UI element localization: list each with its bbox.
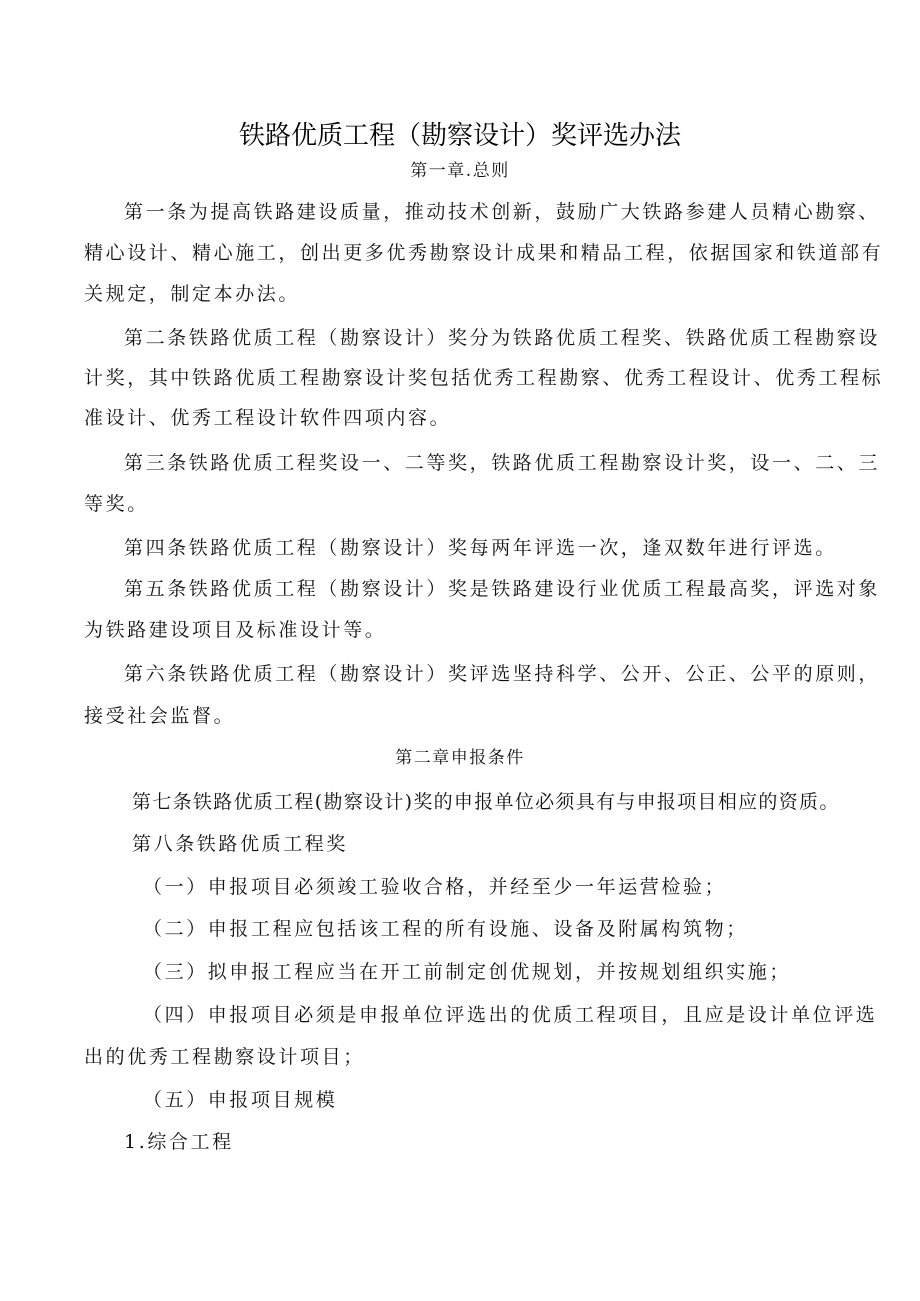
article-8-line-1: 第八条铁路优质工程奖 (132, 833, 349, 855)
item-1: （一）申报项目必须竣工验收合格，并经至少一年运营检验； (143, 876, 727, 898)
item-2: （二）申报工程应包括该工程的所有设施、设备及附属构筑物； (143, 918, 748, 940)
article-3-line-1: 第三条铁路优质工程奖设一、二等奖，铁路优质工程勘察设计奖，设一、二、三 (124, 452, 881, 474)
item-4-line-2: 出的优秀工程勘察设计项目； (84, 1046, 365, 1068)
article-7-line-1: 第七条铁路优质工程(勘察设计)奖的申报单位必须具有与申报项目相应的资质。 (132, 791, 840, 813)
article-5-line-2: 为铁路建设项目及标准设计等。 (84, 619, 387, 641)
chapter-1-heading: 第一章.总则 (410, 161, 510, 181)
article-1-line-3: 关规定，制定本办法。 (84, 283, 301, 305)
document-title: 铁路优质工程（勘察设计）奖评选办法 (238, 121, 681, 151)
article-6-line-1: 第六条铁路优质工程（勘察设计）奖评选坚持科学、公开、公正、公平的原则， (124, 663, 881, 685)
article-2-line-1: 第二条铁路优质工程（勘察设计）奖分为铁路优质工程奖、铁路优质工程勘察设 (124, 327, 881, 349)
article-1-line-2: 精心设计、精心施工，创出更多优秀勘察设计成果和精品工程，依据国家和铁道部有 (84, 242, 884, 264)
sub-item-1: 1.综合工程 (124, 1131, 234, 1153)
article-1-line-1: 第一条为提高铁路建设质量，推动技术创新，鼓励广大铁路参建人员精心勘察、 (124, 201, 881, 223)
chapter-2-heading: 第二章申报条件 (395, 748, 525, 768)
article-5-line-1: 第五条铁路优质工程（勘察设计）奖是铁路建设行业优质工程最高奖，评选对象 (124, 578, 881, 600)
article-2-line-3: 准设计、优秀工程设计软件四项内容。 (84, 407, 452, 429)
item-5: （五）申报项目规模 (143, 1089, 338, 1111)
item-4-line-1: （四）申报项目必须是申报单位评选出的优质工程项目，且应是设计单位评选 (143, 1004, 878, 1026)
item-3: （三）拟申报工程应当在开工前制定创优规划，并按规划组织实施； (143, 961, 792, 983)
article-2-line-2: 计奖，其中铁路优质工程勘察设计奖包括优秀工程勘察、优秀工程设计、优秀工程标 (84, 367, 884, 389)
article-6-line-2: 接受社会监督。 (84, 705, 236, 727)
article-3-line-2: 等奖。 (84, 493, 149, 515)
article-4-line-1: 第四条铁路优质工程（勘察设计）奖每两年评选一次，逢双数年进行评选。 (124, 537, 837, 559)
